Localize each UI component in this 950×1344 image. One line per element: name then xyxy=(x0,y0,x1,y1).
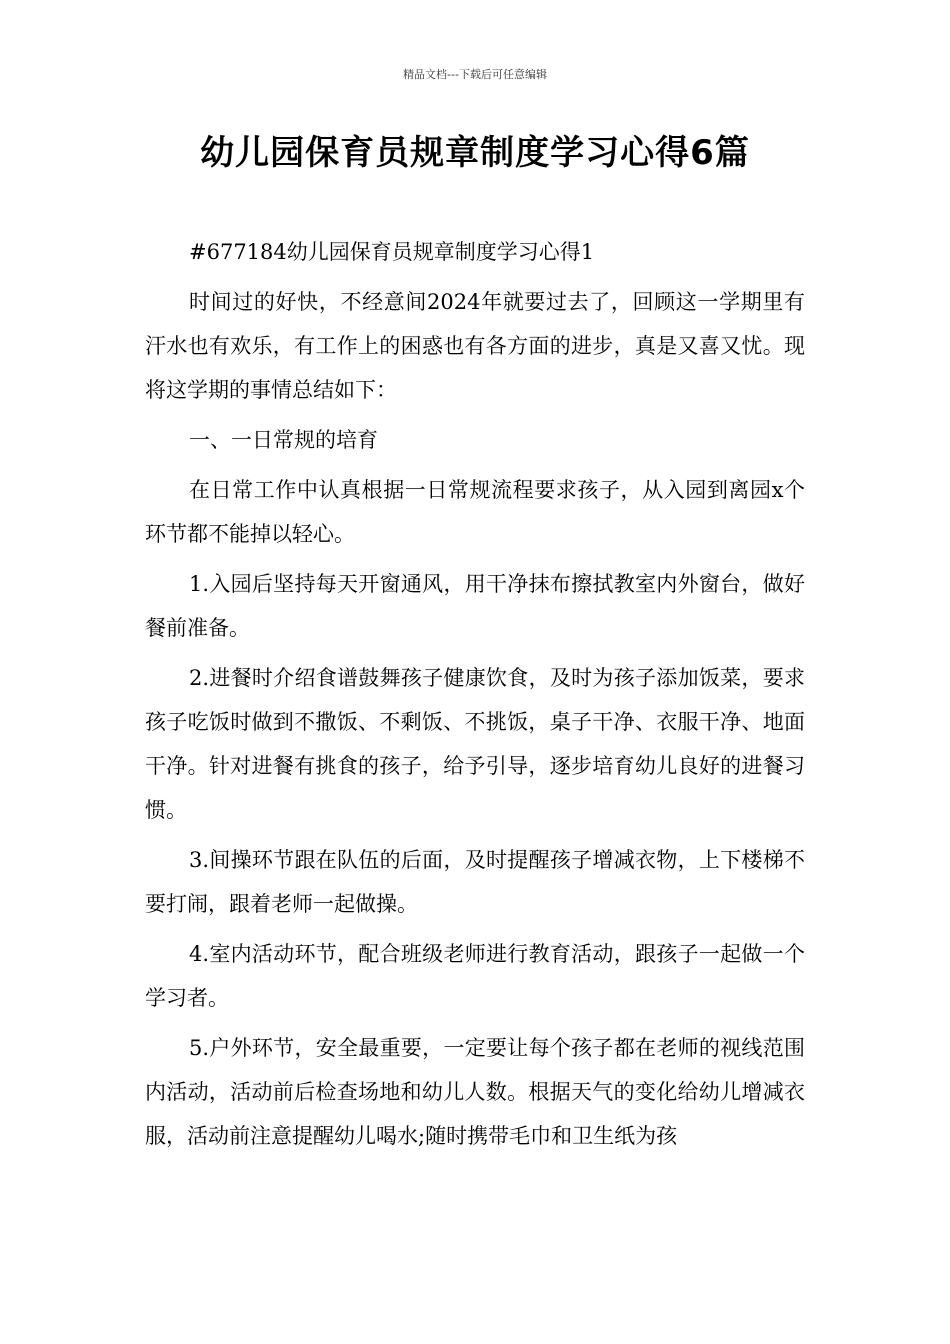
paragraph: 在日常工作中认真根据一日常规流程要求孩子，从入园到离园x个环节都不能掉以轻心。 xyxy=(145,478,805,546)
list-item: 5.户外环节，安全最重要，一定要让每个孩子都在老师的视线范围内活动，活动前后检查场地和幼儿人数。根据天气的变化给幼儿增减衣服，活动前注意提醒幼儿喝水;随时携带毛巾和卫生纸为孩 xyxy=(145,1036,805,1148)
section-heading: 一、一日常规的培育 xyxy=(189,428,378,452)
document-title: 幼儿园保育员规章制度学习心得6篇 xyxy=(200,133,750,173)
header-note: 精品文档---下载后可任意编辑 xyxy=(403,68,547,81)
list-item: 4.室内活动环节，配合班级老师进行教育活动，跟孩子一起做一个学习者。 xyxy=(145,942,805,1010)
paragraph: 时间过的好快，不经意间2024年就要过去了，回顾这一学期里有汗水也有欢乐，有工作上的困惑也有各方面的进步，真是又喜又忧。现将这学期的事情总结如下： xyxy=(145,290,805,402)
document-body xyxy=(145,230,805,1164)
list-item: 3.间操环节跟在队伍的后面，及时提醒孩子增减衣物，上下楼梯不要打闹，跟着老师一起做操。 xyxy=(145,848,805,916)
list-item: 1.入园后坚持每天开窗通风，用干净抹布擦拭教室内外窗台，做好餐前准备。 xyxy=(145,572,805,640)
list-item: 2.进餐时介绍食谱鼓舞孩子健康饮食，及时为孩子添加饭菜，要求孩子吃饭时做到不撒饭、不剩饭、不挑饭，桌子干净、衣服干净、地面干净。针对进餐有挑食的孩子，给予引导，逐步培育幼儿良好的进餐习惯。 xyxy=(145,666,805,822)
paragraph-subtitle: #677184幼儿园保育员规章制度学习心得1 xyxy=(189,240,595,264)
